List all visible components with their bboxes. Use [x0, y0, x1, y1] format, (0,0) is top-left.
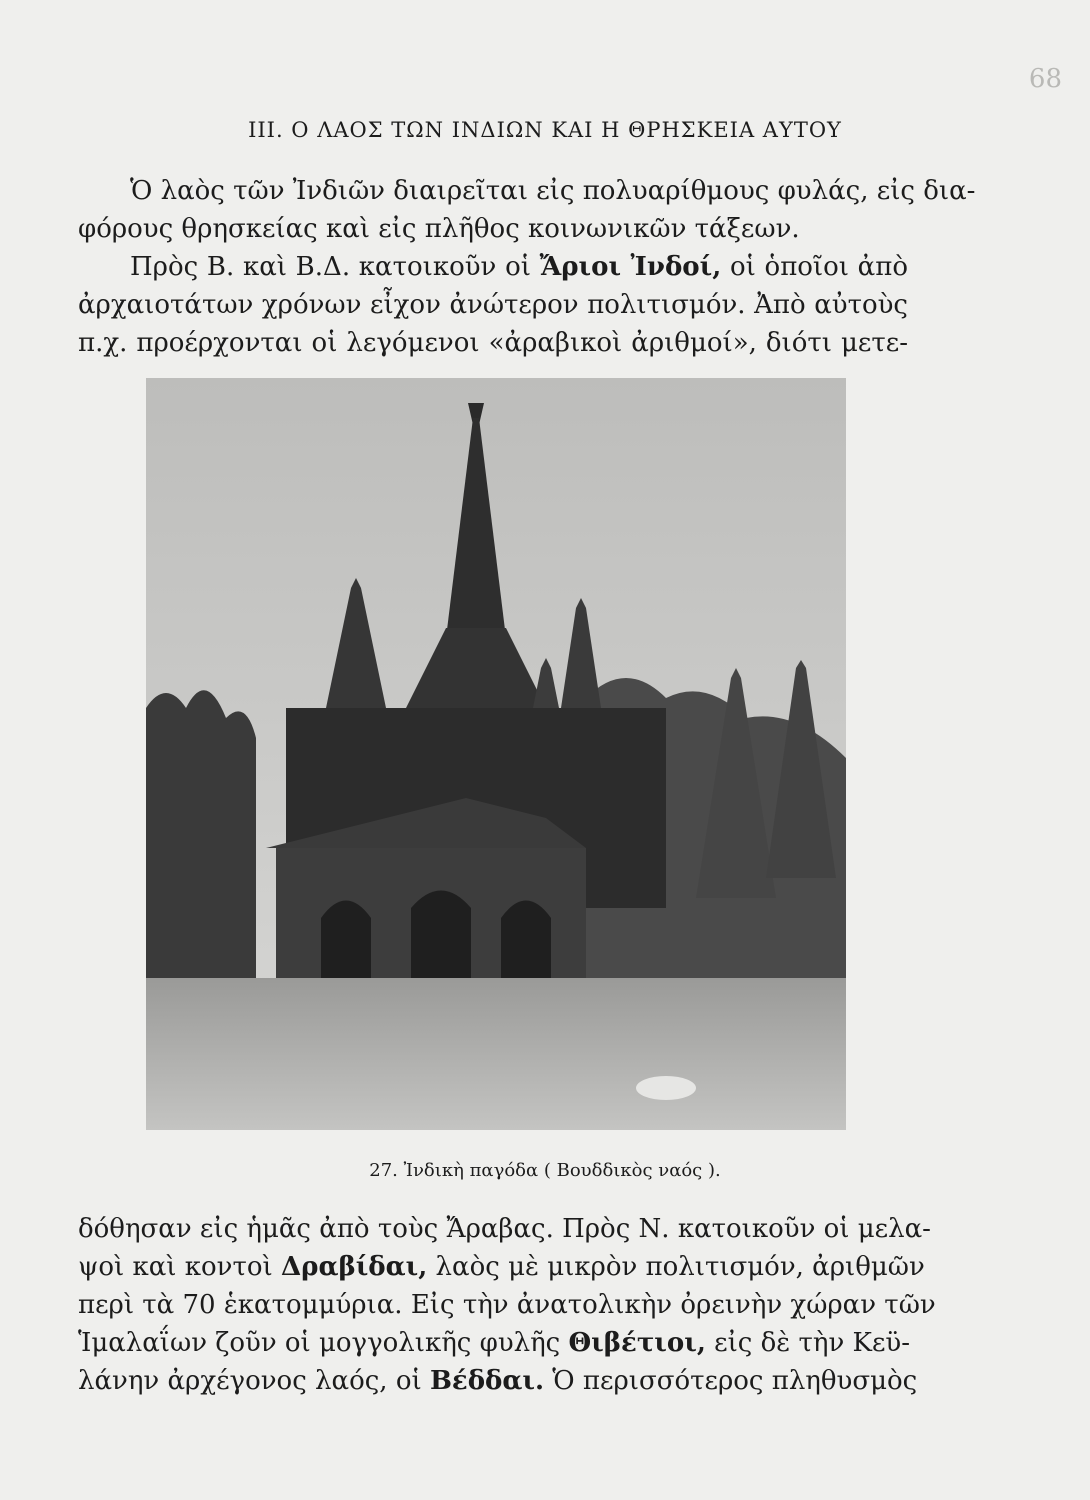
text-fragment: Ὁ περισσότερος πληθυσμὸς [544, 1366, 918, 1396]
page-number: 68 [1028, 64, 1062, 94]
term-tibetans: Θιβέτιοι, [568, 1328, 706, 1358]
text-line [78, 1362, 918, 1400]
text-line [78, 1248, 925, 1286]
section-heading: III. Ο ΛΑΟΣ ΤΩΝ ΙΝΔΙΩΝ ΚΑΙ Η ΘΡΗΣΚΕΙΑ ΑΥΤΟΥ [248, 118, 842, 142]
term-aryans: Ἄριοι Ἰνδοί, [539, 252, 722, 282]
figure-caption: 27. Ἰνδικὴ παγόδα ( Βουδδικὸς ναός ). [369, 1160, 721, 1181]
text-fragment: λάνην ἀρχέγονος λαός, οἱ [78, 1366, 430, 1396]
text-fragment: οἱ ὁποῖοι ἀπὸ [721, 252, 908, 282]
paragraph-intro [78, 172, 976, 248]
paragraph-aryans [78, 248, 908, 362]
text-line: φόρους θρησκείας καὶ εἰς πλῆθος κοινωνικῶν τάξεων. [78, 214, 800, 244]
text-fragment: Ἱμαλαΐων ζοῦν οἱ μογγολικῆς φυλῆς [78, 1328, 569, 1358]
text-line: Ὁ λαὸς τῶν Ἰνδιῶν διαιρεῖται εἰς πολυαρίθμους φυλάς, εἰς δια- [130, 176, 976, 206]
term-dravidians: Δραβίδαι, [280, 1252, 428, 1282]
pagoda-photo [146, 378, 846, 1130]
text-line: π.χ. προέρχονται οἱ λεγόμενοι «ἀραβικοὶ ἀριθμοί», διότι μετε- [78, 328, 908, 358]
text-fragment: λαὸς μὲ μικρὸν πολιτισμόν, ἀριθμῶν [427, 1252, 925, 1282]
text-line [78, 1324, 911, 1362]
paragraph-dravidians [78, 1210, 936, 1400]
text-fragment: Πρὸς Β. καὶ Β.Δ. κατοικοῦν οἱ [130, 252, 540, 282]
text-line [78, 248, 908, 286]
pagoda-illustration [146, 378, 846, 1130]
text-line: δόθησαν εἰς ἡμᾶς ἀπὸ τοὺς Ἄραβας. Πρὸς Ν. κατοικοῦν οἱ μελα- [78, 1214, 931, 1244]
text-line: περὶ τὰ 70 ἑκατομμύρια. Εἰς τὴν ἀνατολικὴν ὀρεινὴν χώραν τῶν [78, 1290, 936, 1320]
text-line: ἀρχαιοτάτων χρόνων εἶχον ἀνώτερον πολιτισμόν. Ἀπὸ αὐτοὺς [78, 290, 908, 320]
text-fragment: εἰς δὲ τὴν Κεϋ- [705, 1328, 911, 1358]
text-fragment: ψοὶ καὶ κοντοὶ [78, 1252, 281, 1282]
term-veddas: Βέδδαι. [429, 1366, 545, 1396]
